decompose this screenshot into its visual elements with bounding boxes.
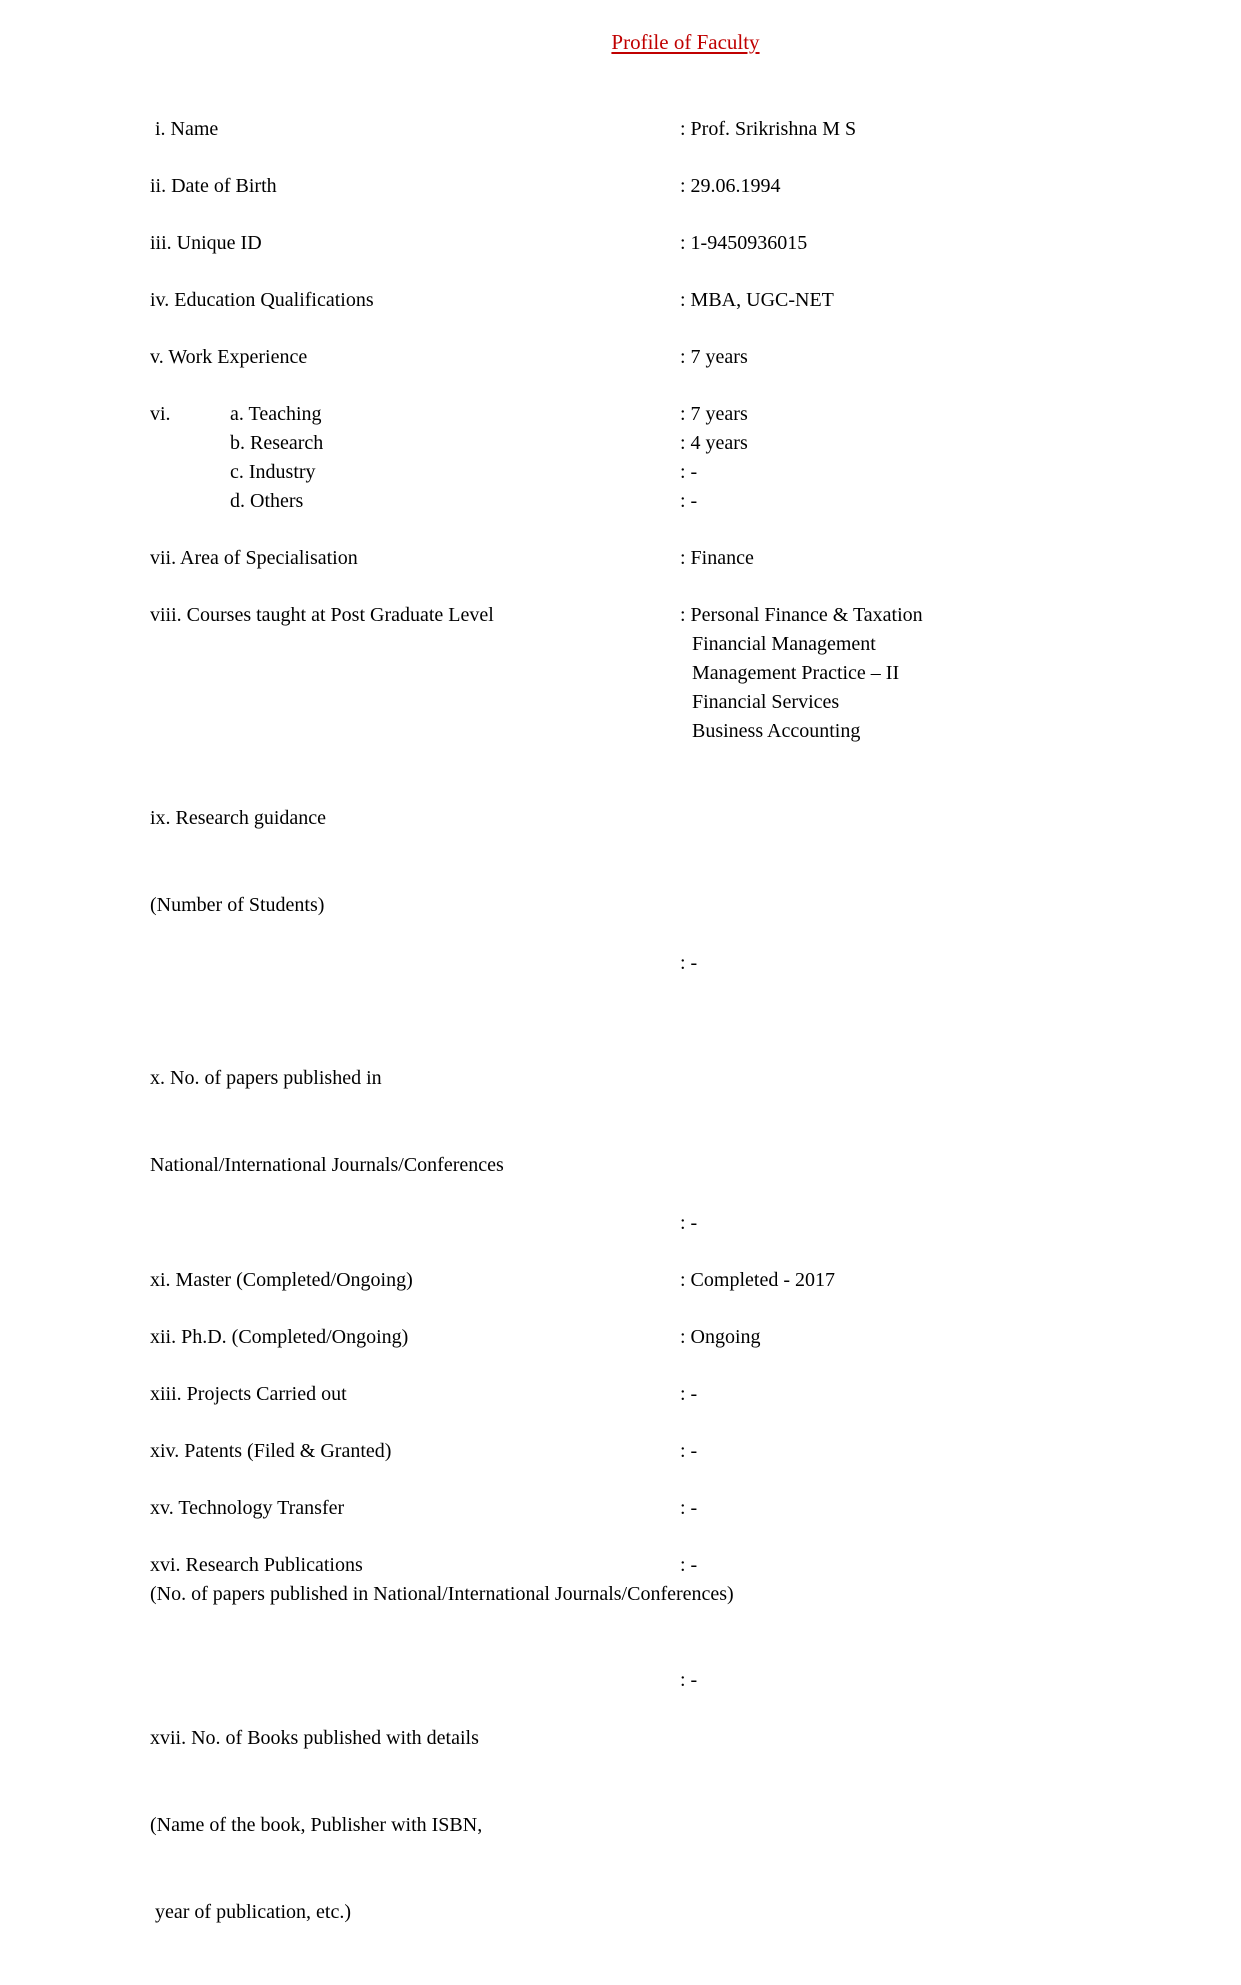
field-label: xiv. Patents (Filed & Granted) [150, 1440, 392, 1462]
field-note: (No. of papers published in National/International Journals/Conferences) [150, 1583, 734, 1605]
field-row-master [150, 1266, 1131, 1295]
experience-sub-row-teaching [230, 400, 1131, 429]
field-row-date-of-birth [150, 172, 1131, 201]
field-value: : Prof. Srikrishna M S [680, 118, 857, 140]
field-value: : MBA, UGC-NET [680, 289, 834, 311]
page-title: Profile of Faculty [611, 30, 760, 54]
field-label: a. Teaching [230, 403, 322, 425]
field-label: xvi. Research Publications [150, 1554, 363, 1576]
field-label-line: year of publication, etc.) [150, 1901, 352, 1923]
field-value: : - [680, 1212, 698, 1234]
field-row-papers-published [150, 1006, 1131, 1238]
field-value: : - [680, 1440, 698, 1462]
field-row-projects [150, 1380, 1131, 1409]
field-value: : Ongoing [680, 1326, 761, 1348]
field-label [150, 1006, 680, 1238]
field-value-line: Financial Services [692, 691, 840, 713]
field-numeral: vi. [150, 403, 171, 425]
field-label: xii. Ph.D. (Completed/Ongoing) [150, 1326, 409, 1348]
field-value-line: Management Practice – II [692, 662, 900, 684]
field-label-line: x. No. of papers published in [150, 1067, 382, 1089]
field-value: : 1-9450936015 [680, 232, 808, 254]
field-value: : - [680, 1669, 698, 1691]
field-value: : 4 years [680, 432, 748, 454]
experience-sub-list [230, 400, 1131, 516]
field-row-experience-breakdown [150, 400, 1131, 516]
experience-sub-row-research [230, 429, 1131, 458]
field-value: : - [680, 952, 698, 974]
field-value: : - [680, 461, 698, 483]
field-row-courses-pg [150, 601, 1131, 746]
field-label: vii. Area of Specialisation [150, 547, 358, 569]
field-label: b. Research [230, 432, 324, 454]
field-label-line: (Name of the book, Publisher with ISBN, [150, 1814, 483, 1836]
field-label-line: National/International Journals/Conferences [150, 1154, 504, 1176]
field-label: v. Work Experience [150, 346, 308, 368]
field-label: xv. Technology Transfer [150, 1497, 345, 1519]
field-value: : Completed - 2017 [680, 1269, 835, 1291]
field-value: : - [680, 490, 698, 512]
field-label-line: (Number of Students) [150, 894, 325, 916]
field-label: ii. Date of Birth [150, 175, 277, 197]
field-row-specialisation [150, 544, 1131, 573]
field-value: : 7 years [680, 403, 748, 425]
field-label [150, 1666, 680, 1985]
field-row-education [150, 286, 1131, 315]
field-row-research-publications [150, 1551, 1131, 1580]
field-label: viii. Courses taught at Post Graduate Level [150, 604, 494, 626]
field-label: i. Name [150, 118, 219, 140]
field-value-list [680, 601, 923, 746]
field-label-line: ix. Research guidance [150, 807, 327, 829]
field-row-patents [150, 1437, 1131, 1466]
title-row [150, 28, 1131, 58]
field-value: : - [680, 1497, 698, 1519]
field-label: iii. Unique ID [150, 232, 262, 254]
field-value-line: : Personal Finance & Taxation [680, 604, 923, 626]
field-label: c. Industry [230, 461, 316, 483]
field-row-research-guidance [150, 746, 1131, 978]
field-value: : Finance [680, 547, 754, 569]
field-label: d. Others [230, 490, 304, 512]
field-row-name [150, 115, 1131, 144]
experience-sub-row-industry [230, 458, 1131, 487]
field-row-phd [150, 1323, 1131, 1352]
field-label [150, 746, 680, 978]
field-value: : 29.06.1994 [680, 175, 781, 197]
field-row-unique-id [150, 229, 1131, 258]
field-label: xi. Master (Completed/Ongoing) [150, 1269, 413, 1291]
field-row-work-experience [150, 343, 1131, 372]
field-value-line: Financial Management [692, 633, 876, 655]
field-label: xiii. Projects Carried out [150, 1383, 347, 1405]
field-row-tech-transfer [150, 1494, 1131, 1523]
experience-sub-row-others [230, 487, 1131, 516]
field-label: iv. Education Qualifications [150, 289, 374, 311]
field-value: : - [680, 1554, 698, 1576]
field-row-books-published [150, 1666, 1131, 1985]
field-value: : 7 years [680, 346, 748, 368]
field-value-line: Business Accounting [692, 720, 861, 742]
field-label-line: xvii. No. of Books published with details [150, 1727, 479, 1749]
field-value: : - [680, 1383, 698, 1405]
